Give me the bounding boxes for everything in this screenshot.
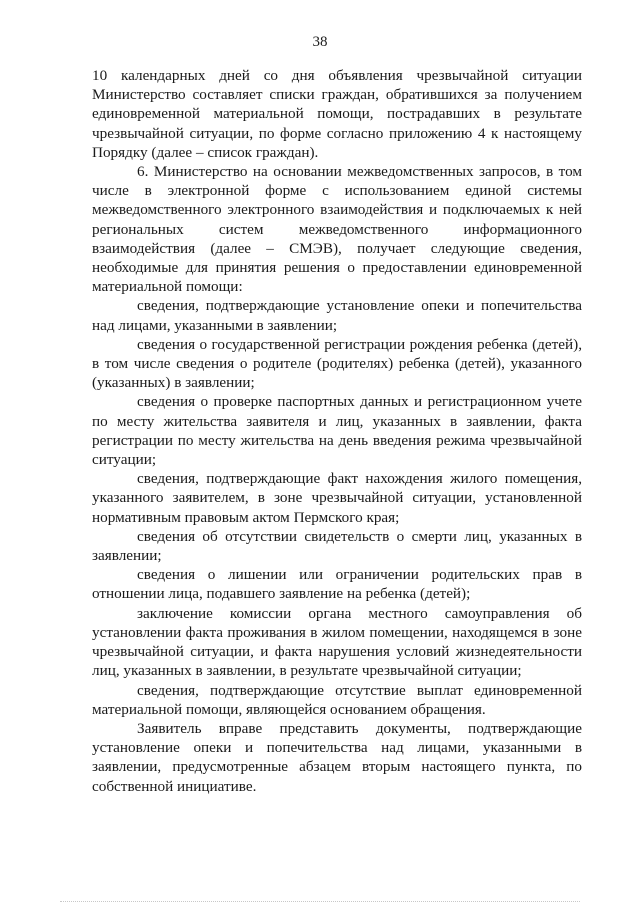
paragraph-continuation: 10 календарных дней со дня объявления чрезвычайной ситуации Министерство составляет списки граждан, обратившихся за получением единовременной материальной помощи, пострадавших в результате чрезвычайной ситуации, по форме согласно приложению 4 к настоящему Порядку (далее – список граждан).	[92, 67, 582, 161]
scan-edge-line	[60, 900, 580, 902]
list-item-death-certificates: сведения об отсутствии свидетельств о смерти лиц, указанных в заявлении;	[92, 527, 582, 565]
list-item-commission-conclusion: заключение комиссии органа местного самоуправления об установлении факта проживания в жилом помещении, находящемся в зоне чрезвычайной ситуации, и факта нарушения условий жизнедеятельности лиц, указанных в заявлении, в результате чрезвычайной ситуации;	[92, 604, 582, 680]
page-number: 38	[312, 34, 328, 50]
list-item-housing-in-zone: сведения, подтверждающие факт нахождения жилого помещения, указанного заявителем, в зоне чрезвычайной ситуации, установленной нормативным правовым актом Пермского края;	[92, 470, 582, 526]
list-item-birth-registration: сведения о государственной регистрации рождения ребенка (детей), в том числе сведения о родителе (родителях) ребенка (детей), указанного (указанных) в заявлении;	[92, 335, 582, 392]
paragraph-item-6: 6. Министерство на основании межведомственных запросов, в том числе в электронной форме с использованием единой системы межведомственного электронного взаимодействия и подключаемых к ней региональных систем межведомственного информационного взаимодействия (далее – СМЭВ), получает следующие сведения, необходимые для принятия решения о предоставлении единовременной материальной помощи:	[92, 163, 582, 296]
list-item-guardianship: сведения, подтверждающие установление опеки и попечительства над лицами, указанными в заявлении;	[92, 297, 582, 334]
list-item-passport-check: сведения о проверке паспортных данных и регистрационном учете по месту жительства заявителя и лиц, указанных в заявлении, факта регистрации по месту жительства на день введения режима чрезвычайной ситуации;	[92, 393, 582, 469]
list-item-no-payments: сведения, подтверждающие отсутствие выплат единовременной материальной помощи, являющейся основанием обращения.	[92, 681, 582, 718]
document-body	[92, 66, 582, 796]
paragraph-applicant-right: Заявитель вправе представить документы, подтверждающие установление опеки и попечительства над лицами, указанными в заявлении, предусмотренные абзацем вторым настоящего пункта, по собственной инициативе.	[92, 719, 582, 795]
list-item-parental-rights: сведения о лишении или ограничении родительских прав в отношении лица, подавшего заявление на ребенка (детей);	[92, 566, 582, 603]
